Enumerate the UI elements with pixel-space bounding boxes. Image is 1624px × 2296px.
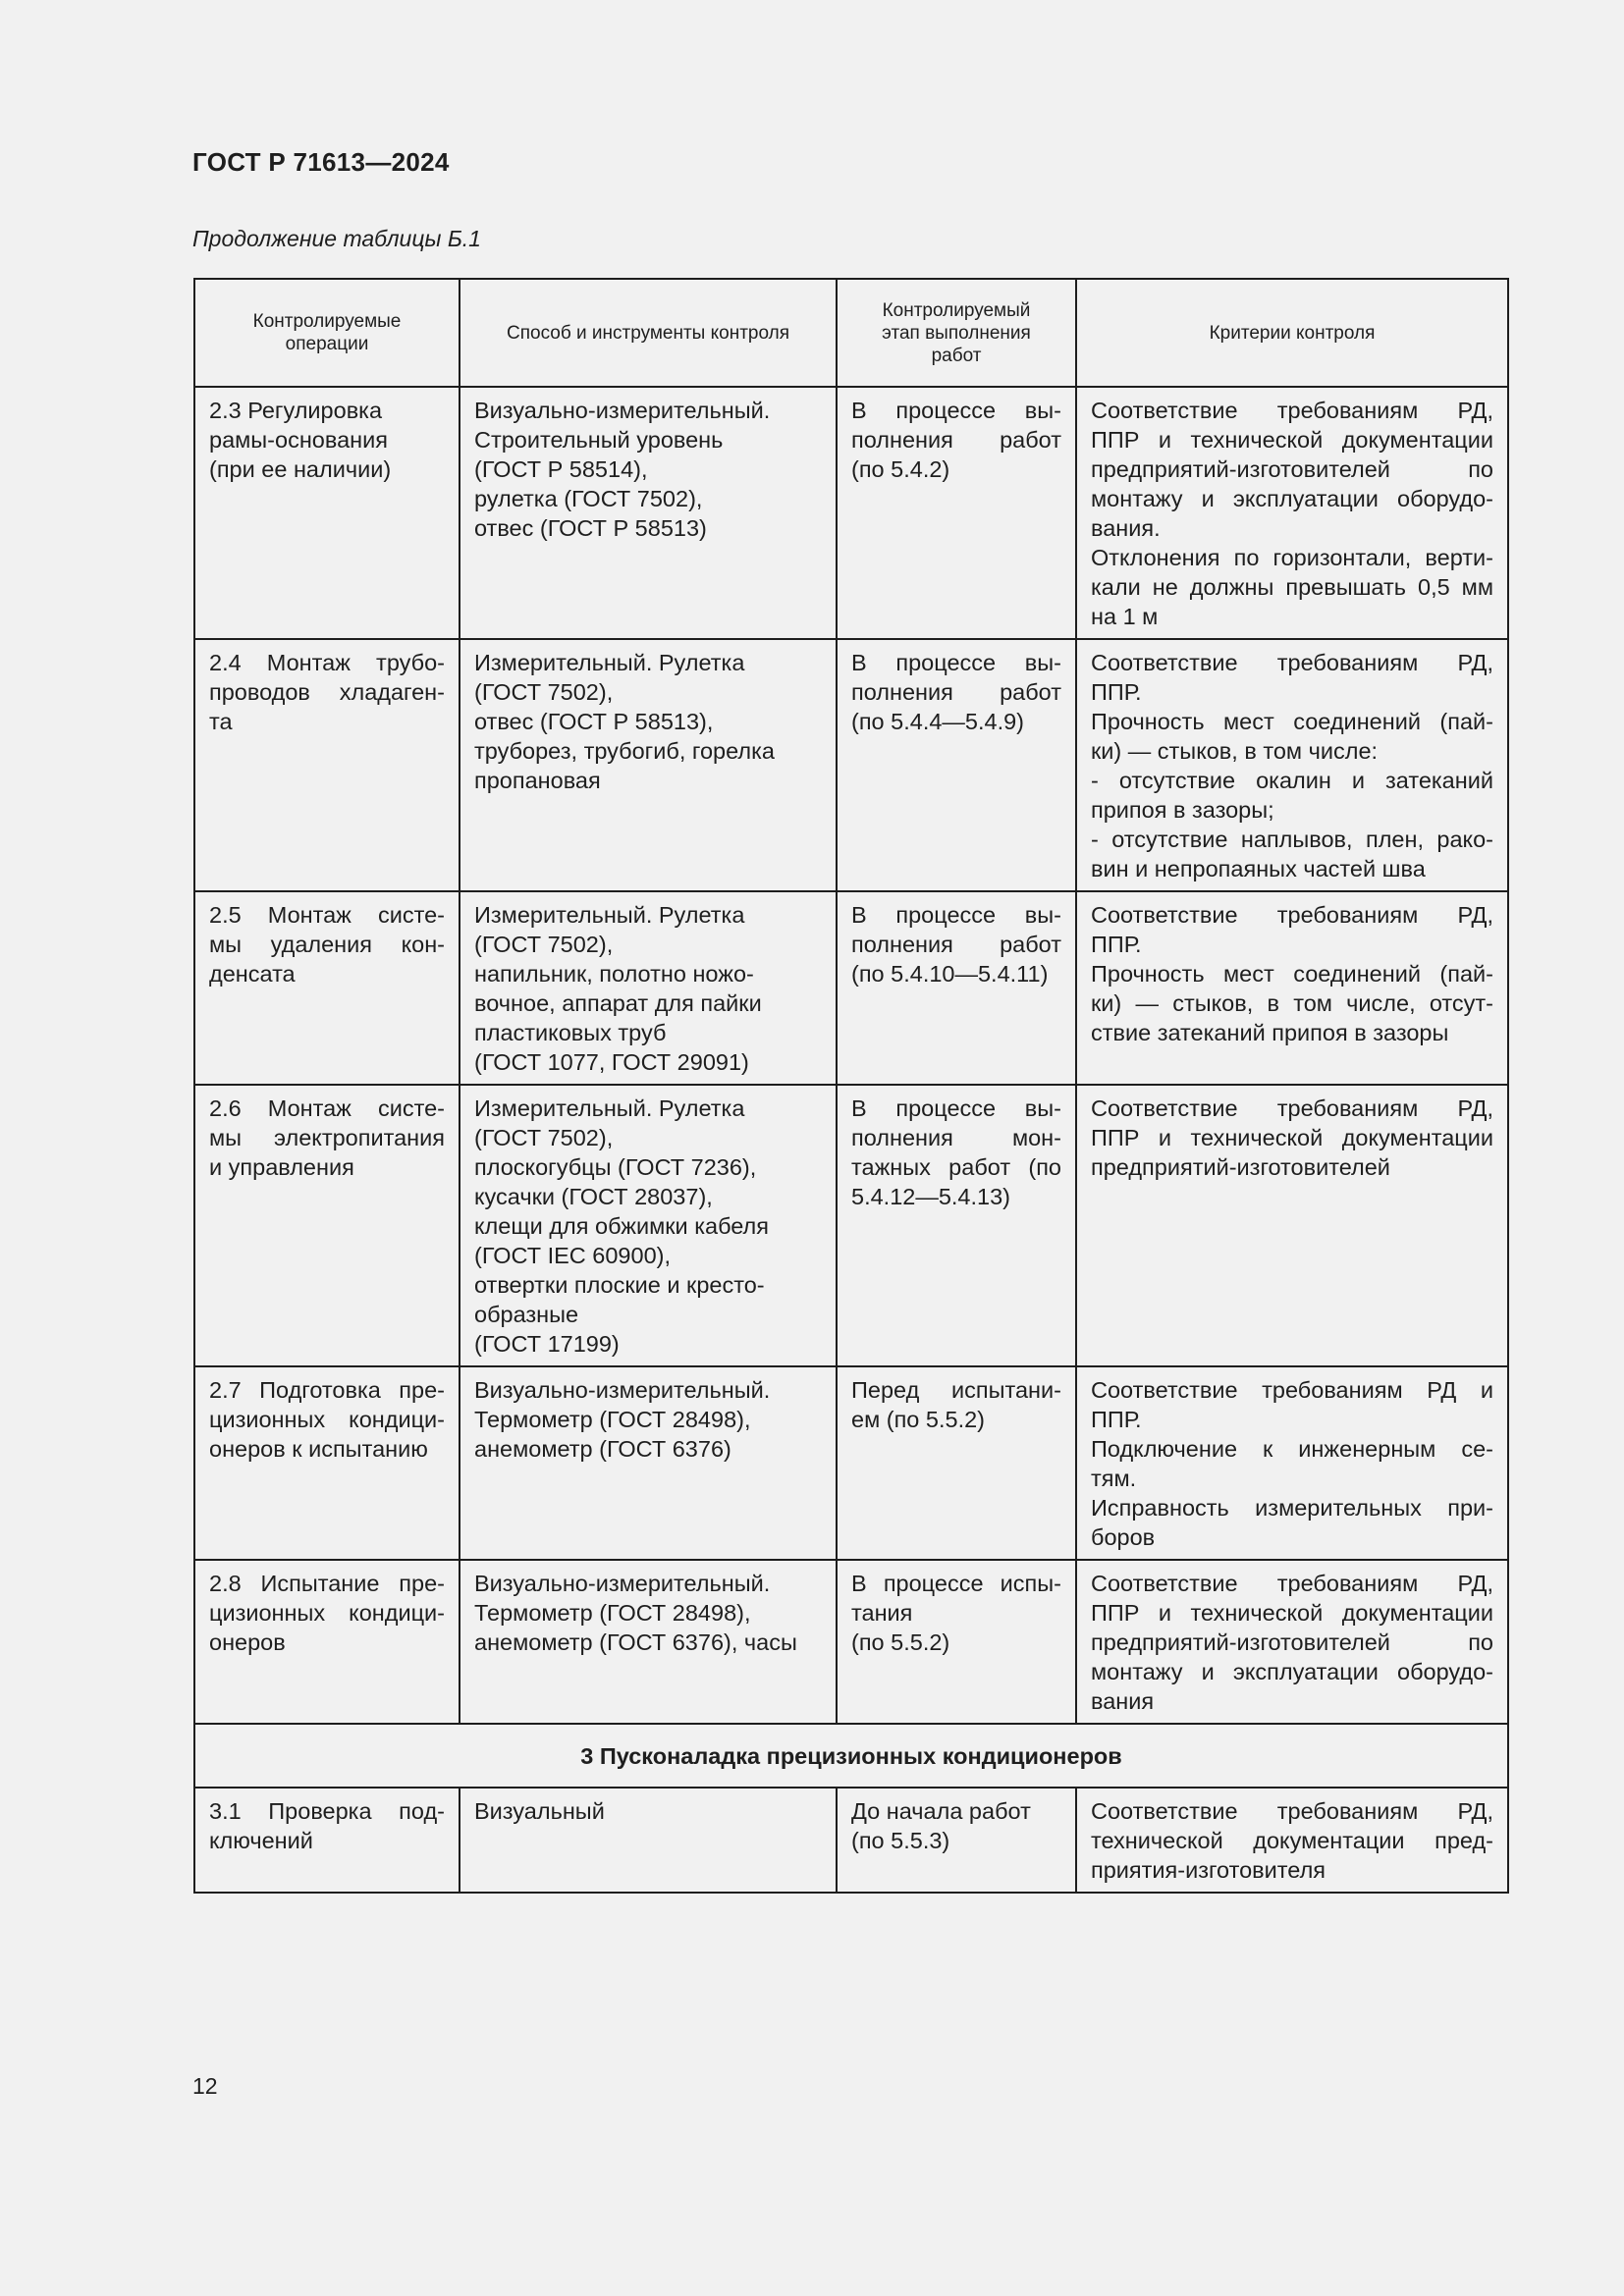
cell-line: образные [474,1302,579,1327]
cell-line: тажных работ (по [851,1154,1061,1180]
cell-line: предприятий-изготовителей по [1091,1629,1493,1655]
cell-line: Соответствие требованиям РД, [1091,902,1493,928]
operation-cell [194,1085,460,1366]
cell-line: тания [851,1600,913,1626]
table-row [194,387,1508,639]
cell-line: Строительный уровень [474,427,724,453]
cell-line: ствие затеканий припоя в зазоры [1091,1020,1449,1045]
cell-line: та [209,709,233,734]
operation-cell [194,1366,460,1560]
cell-line: технической документации пред- [1091,1828,1493,1853]
operation-cell [194,1788,460,1893]
cell-line: на 1 м [1091,604,1159,629]
cell-line: 2.6 Монтаж систе- [209,1095,445,1121]
table-header-row [194,279,1508,387]
cell-line: напильник, полотно ножо- [474,961,754,987]
header-operations: Контролируемые операции [194,279,460,387]
cell-line: ем (по 5.5.2) [851,1407,985,1432]
operation-cell [194,1560,460,1724]
method-cell [460,1085,837,1366]
method-cell [460,891,837,1085]
section-row [194,1724,1508,1788]
cell-line: Визуально-измерительный. [474,1571,771,1596]
cell-line: (ГОСТ 7502), [474,1125,614,1150]
cell-line: вания [1091,1688,1155,1714]
cell-line: денсата [209,961,296,987]
cell-line: В процессе вы- [851,902,1061,928]
table-caption: Продолжение таблицы Б.1 [192,226,481,251]
cell-line: 2.5 Монтаж систе- [209,902,445,928]
cell-line: (по 5.5.2) [851,1629,950,1655]
cell-line: (по 5.4.2) [851,456,950,482]
header-stage: Контролируемый этап выполнения работ [837,279,1076,387]
cell-line: Соответствие требованиям РД, [1091,1095,1493,1121]
stage-cell [837,1560,1076,1724]
cell-line: отвертки плоские и кресто- [474,1272,765,1298]
method-cell [460,387,837,639]
cell-line: ППР. [1091,679,1142,705]
cell-line: онеров [209,1629,286,1655]
cell-line: Соответствие требованиям РД, [1091,1798,1493,1824]
cell-line: пластиковых труб [474,1020,667,1045]
cell-line: Отклонения по горизонтали, верти- [1091,545,1493,570]
cell-line: проводов хладаген- [209,679,445,705]
method-cell [460,639,837,891]
table-row [194,1560,1508,1724]
cell-line: Визуально-измерительный. [474,1377,771,1403]
table-row [194,1788,1508,1893]
cell-line: Прочность мест соединений (пай- [1091,961,1493,987]
cell-line: (ГОСТ IEC 60900), [474,1243,671,1268]
cell-line: монтажу и эксплуатации оборудо- [1091,1659,1493,1684]
cell-line: Термометр (ГОСТ 28498), [474,1407,751,1432]
cell-line: вания. [1091,515,1161,541]
cell-line: В процессе вы- [851,650,1061,675]
cell-line: мы электропитания [209,1125,445,1150]
cell-line: полнения работ [851,427,1061,453]
cell-line: цизионных кондици- [209,1407,445,1432]
criteria-cell [1076,1560,1508,1724]
control-table [193,278,1509,1894]
cell-line: - отсутствие окалин и затеканий [1091,768,1493,793]
stage-cell [837,1085,1076,1366]
cell-line: отвес (ГОСТ Р 58513) [474,515,707,541]
criteria-cell [1076,1788,1508,1893]
cell-line: Термометр (ГОСТ 28498), [474,1600,751,1626]
operation-cell [194,639,460,891]
cell-line: рамы-основания [209,427,388,453]
cell-line: (ГОСТ 7502), [474,932,614,957]
cell-line: полнения мон- [851,1125,1061,1150]
stage-cell [837,639,1076,891]
cell-line: ППР. [1091,1407,1142,1432]
method-cell [460,1788,837,1893]
cell-line: 5.4.12—5.4.13) [851,1184,1010,1209]
table-row [194,1366,1508,1560]
stage-cell [837,387,1076,639]
cell-line: предприятий-изготовителей по [1091,456,1493,482]
cell-line: припоя в зазоры; [1091,797,1274,823]
criteria-cell [1076,387,1508,639]
cell-line: ППР и технической документации [1091,1600,1493,1626]
cell-line: Соответствие требованиям РД, [1091,650,1493,675]
cell-line: приятия-изготовителя [1091,1857,1326,1883]
cell-line: анемометр (ГОСТ 6376), часы [474,1629,797,1655]
operation-cell [194,891,460,1085]
cell-line: Соответствие требованиям РД, [1091,1571,1493,1596]
cell-line: В процессе вы- [851,1095,1061,1121]
cell-line: 2.7 Подготовка пре- [209,1377,445,1403]
cell-line: 2.3 Регулировка [209,398,383,423]
operation-cell [194,387,460,639]
cell-line: Измерительный. Рулетка [474,1095,745,1121]
stage-cell [837,891,1076,1085]
cell-line: Исправность измерительных при- [1091,1495,1493,1521]
stage-cell [837,1366,1076,1560]
cell-line: ППР. [1091,932,1142,957]
criteria-cell [1076,1366,1508,1560]
criteria-cell [1076,1085,1508,1366]
page-number: 12 [192,2073,218,2099]
cell-line: 2.8 Испытание пре- [209,1571,445,1596]
cell-line: вочное, аппарат для пайки [474,990,762,1016]
table-row [194,1085,1508,1366]
cell-line: цизионных кондици- [209,1600,445,1626]
cell-line: ППР и технической документации [1091,427,1493,453]
cell-line: полнения работ [851,679,1061,705]
document-title: ГОСТ Р 71613—2024 [192,147,450,177]
cell-line: рулетка (ГОСТ 7502), [474,486,703,511]
method-cell [460,1366,837,1560]
cell-line: (ГОСТ 7502), [474,679,614,705]
cell-line: тям. [1091,1466,1137,1491]
cell-line: 2.4 Монтаж трубо- [209,650,445,675]
cell-line: В процессе вы- [851,398,1061,423]
cell-line: В процессе испы- [851,1571,1061,1596]
cell-line: Визуальный [474,1798,605,1824]
cell-line: (ГОСТ 17199) [474,1331,620,1357]
cell-line: полнения работ [851,932,1061,957]
cell-line: (ГОСТ Р 58514), [474,456,648,482]
cell-line: Визуально-измерительный. [474,398,771,423]
cell-line: (по 5.4.4—5.4.9) [851,709,1025,734]
cell-line: - отсутствие наплывов, плен, рако- [1091,827,1493,852]
cell-line: (при ее наличии) [209,456,392,482]
criteria-cell [1076,891,1508,1085]
criteria-cell [1076,639,1508,891]
cell-line: отвес (ГОСТ Р 58513), [474,709,714,734]
cell-line: ки) — стыков, в том числе: [1091,738,1379,764]
cell-line: кусачки (ГОСТ 28037), [474,1184,713,1209]
cell-line: Подключение к инженерным се- [1091,1436,1493,1462]
cell-line: ключений [209,1828,313,1853]
cell-line: Измерительный. Рулетка [474,902,745,928]
cell-line: боров [1091,1524,1156,1550]
method-cell [460,1560,837,1724]
cell-line: плоскогубцы (ГОСТ 7236), [474,1154,757,1180]
cell-line: Соответствие требованиям РД, [1091,398,1493,423]
cell-line: мы удаления кон- [209,932,445,957]
cell-line: ки) — стыков, в том числе, отсут- [1091,990,1493,1016]
cell-line: ППР и технической документации [1091,1125,1493,1150]
cell-line: (по 5.5.3) [851,1828,950,1853]
table-row [194,891,1508,1085]
cell-line: Соответствие требованиям РД и [1091,1377,1493,1403]
cell-line: предприятий-изготовителей [1091,1154,1390,1180]
cell-line: монтажу и эксплуатации оборудо- [1091,486,1493,511]
cell-line: (ГОСТ 1077, ГОСТ 29091) [474,1049,749,1075]
section-heading: 3 Пусконаладка прецизионных кондиционеров [194,1724,1508,1788]
header-method-tools: Способ и инструменты контроля [460,279,837,387]
cell-line: клещи для обжимки кабеля [474,1213,769,1239]
cell-line: и управления [209,1154,354,1180]
cell-line: онеров к испытанию [209,1436,428,1462]
cell-line: труборез, трубогиб, горелка [474,738,775,764]
cell-line: анемометр (ГОСТ 6376) [474,1436,731,1462]
cell-line: До начала работ [851,1798,1031,1824]
cell-line: пропановая [474,768,601,793]
cell-line: 3.1 Проверка под- [209,1798,445,1824]
cell-line: (по 5.4.10—5.4.11) [851,961,1049,987]
stage-cell [837,1788,1076,1893]
cell-line: вин и непропаяных частей шва [1091,856,1426,881]
cell-line: кали не должны превышать 0,5 мм [1091,574,1493,600]
cell-line: Перед испытани- [851,1377,1061,1403]
cell-line: Измерительный. Рулетка [474,650,745,675]
table-row [194,639,1508,891]
header-criteria: Критерии контроля [1076,279,1508,387]
cell-line: Прочность мест соединений (пай- [1091,709,1493,734]
